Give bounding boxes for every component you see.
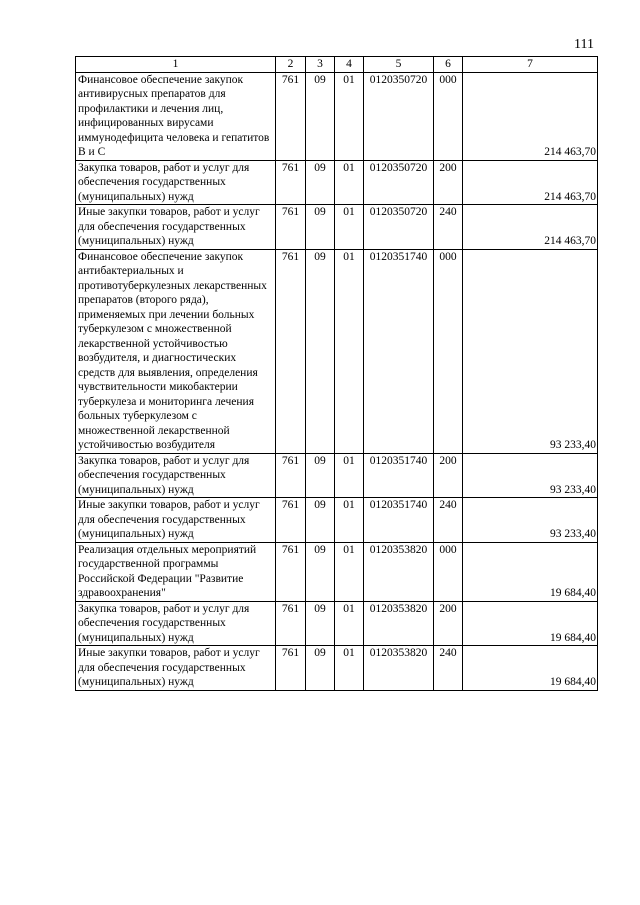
row-target-code: 0120350720: [364, 160, 434, 205]
row-name: Закупка товаров, работ и услуг для обеспечения государственных (муниципальных) нужд: [76, 453, 276, 498]
row-expense-type: 240: [434, 498, 463, 543]
header-row: [76, 57, 598, 73]
row-target-code: 0120350720: [364, 72, 434, 160]
header-col-5: 5: [364, 57, 434, 73]
row-name: Иные закупки товаров, работ и услуг для обеспечения государственных (муниципальных) нужд: [76, 498, 276, 543]
row-ministry-code: 761: [276, 601, 306, 646]
row-expense-type: 000: [434, 72, 463, 160]
row-section-code: 09: [306, 601, 335, 646]
row-target-code: 0120351740: [364, 249, 434, 453]
table-row: [76, 205, 598, 250]
row-section-code: 09: [306, 205, 335, 250]
row-expense-type: 240: [434, 205, 463, 250]
row-name: Финансовое обеспечение закупок антибактериальных и противотуберкулезных лекарственных препаратов (второго ряда), применяемых при лечении больных туберкулезом с множественной лекарственной устойчивостью возбудителя, и диагностических средств для выявления, определения чувствительности микобактерии туберкулеза и мониторинга лечения больных туберкулезом с множественной лекарственной устойчивостью возбудителя: [76, 249, 276, 453]
table-row: [76, 249, 598, 453]
table-row: [76, 542, 598, 601]
row-section-code: 09: [306, 160, 335, 205]
row-expense-type: 200: [434, 160, 463, 205]
row-section-code: 09: [306, 453, 335, 498]
budget-table: [75, 56, 598, 691]
row-ministry-code: 761: [276, 160, 306, 205]
table-row: [76, 601, 598, 646]
row-subsection-code: 01: [335, 205, 364, 250]
row-expense-type: 200: [434, 601, 463, 646]
header-col-4: 4: [335, 57, 364, 73]
row-amount: 214 463,70: [463, 160, 598, 205]
row-amount: 19 684,40: [463, 601, 598, 646]
row-target-code: 0120351740: [364, 498, 434, 543]
row-ministry-code: 761: [276, 542, 306, 601]
row-ministry-code: 761: [276, 205, 306, 250]
table-row: [76, 453, 598, 498]
row-name: Реализация отдельных мероприятий государственной программы Российской Федерации "Развитие здравоохранения": [76, 542, 276, 601]
row-expense-type: 200: [434, 453, 463, 498]
row-ministry-code: 761: [276, 453, 306, 498]
header-col-1: 1: [76, 57, 276, 73]
row-expense-type: 000: [434, 249, 463, 453]
row-amount: 214 463,70: [463, 72, 598, 160]
row-ministry-code: 761: [276, 646, 306, 691]
table-row: [76, 646, 598, 691]
row-amount: 214 463,70: [463, 205, 598, 250]
row-target-code: 0120353820: [364, 601, 434, 646]
row-subsection-code: 01: [335, 249, 364, 453]
page-number: 111: [574, 37, 594, 52]
row-ministry-code: 761: [276, 72, 306, 160]
row-subsection-code: 01: [335, 498, 364, 543]
header-col-3: 3: [306, 57, 335, 73]
row-amount: 19 684,40: [463, 646, 598, 691]
row-target-code: 0120353820: [364, 542, 434, 601]
row-amount: 19 684,40: [463, 542, 598, 601]
row-expense-type: 000: [434, 542, 463, 601]
row-amount: 93 233,40: [463, 453, 598, 498]
row-target-code: 0120353820: [364, 646, 434, 691]
row-expense-type: 240: [434, 646, 463, 691]
row-ministry-code: 761: [276, 249, 306, 453]
row-name: Финансовое обеспечение закупок антивирусных препаратов для профилактики и лечения лиц, инфицированных вирусами иммунодефицита человека и гепатитов В и С: [76, 72, 276, 160]
row-name: Иные закупки товаров, работ и услуг для обеспечения государственных (муниципальных) нужд: [76, 646, 276, 691]
table-row: [76, 498, 598, 543]
row-section-code: 09: [306, 646, 335, 691]
row-subsection-code: 01: [335, 453, 364, 498]
row-target-code: 0120350720: [364, 205, 434, 250]
row-target-code: 0120351740: [364, 453, 434, 498]
row-amount: 93 233,40: [463, 498, 598, 543]
header-col-2: 2: [276, 57, 306, 73]
row-subsection-code: 01: [335, 72, 364, 160]
row-subsection-code: 01: [335, 160, 364, 205]
header-col-6: 6: [434, 57, 463, 73]
row-section-code: 09: [306, 72, 335, 160]
row-section-code: 09: [306, 498, 335, 543]
row-name: Иные закупки товаров, работ и услуг для обеспечения государственных (муниципальных) нужд: [76, 205, 276, 250]
row-subsection-code: 01: [335, 646, 364, 691]
row-name: Закупка товаров, работ и услуг для обеспечения государственных (муниципальных) нужд: [76, 160, 276, 205]
row-name: Закупка товаров, работ и услуг для обеспечения государственных (муниципальных) нужд: [76, 601, 276, 646]
row-amount: 93 233,40: [463, 249, 598, 453]
row-subsection-code: 01: [335, 542, 364, 601]
row-section-code: 09: [306, 249, 335, 453]
table-row: [76, 72, 598, 160]
row-subsection-code: 01: [335, 601, 364, 646]
table-row: [76, 160, 598, 205]
header-col-7: 7: [463, 57, 598, 73]
row-section-code: 09: [306, 542, 335, 601]
row-ministry-code: 761: [276, 498, 306, 543]
